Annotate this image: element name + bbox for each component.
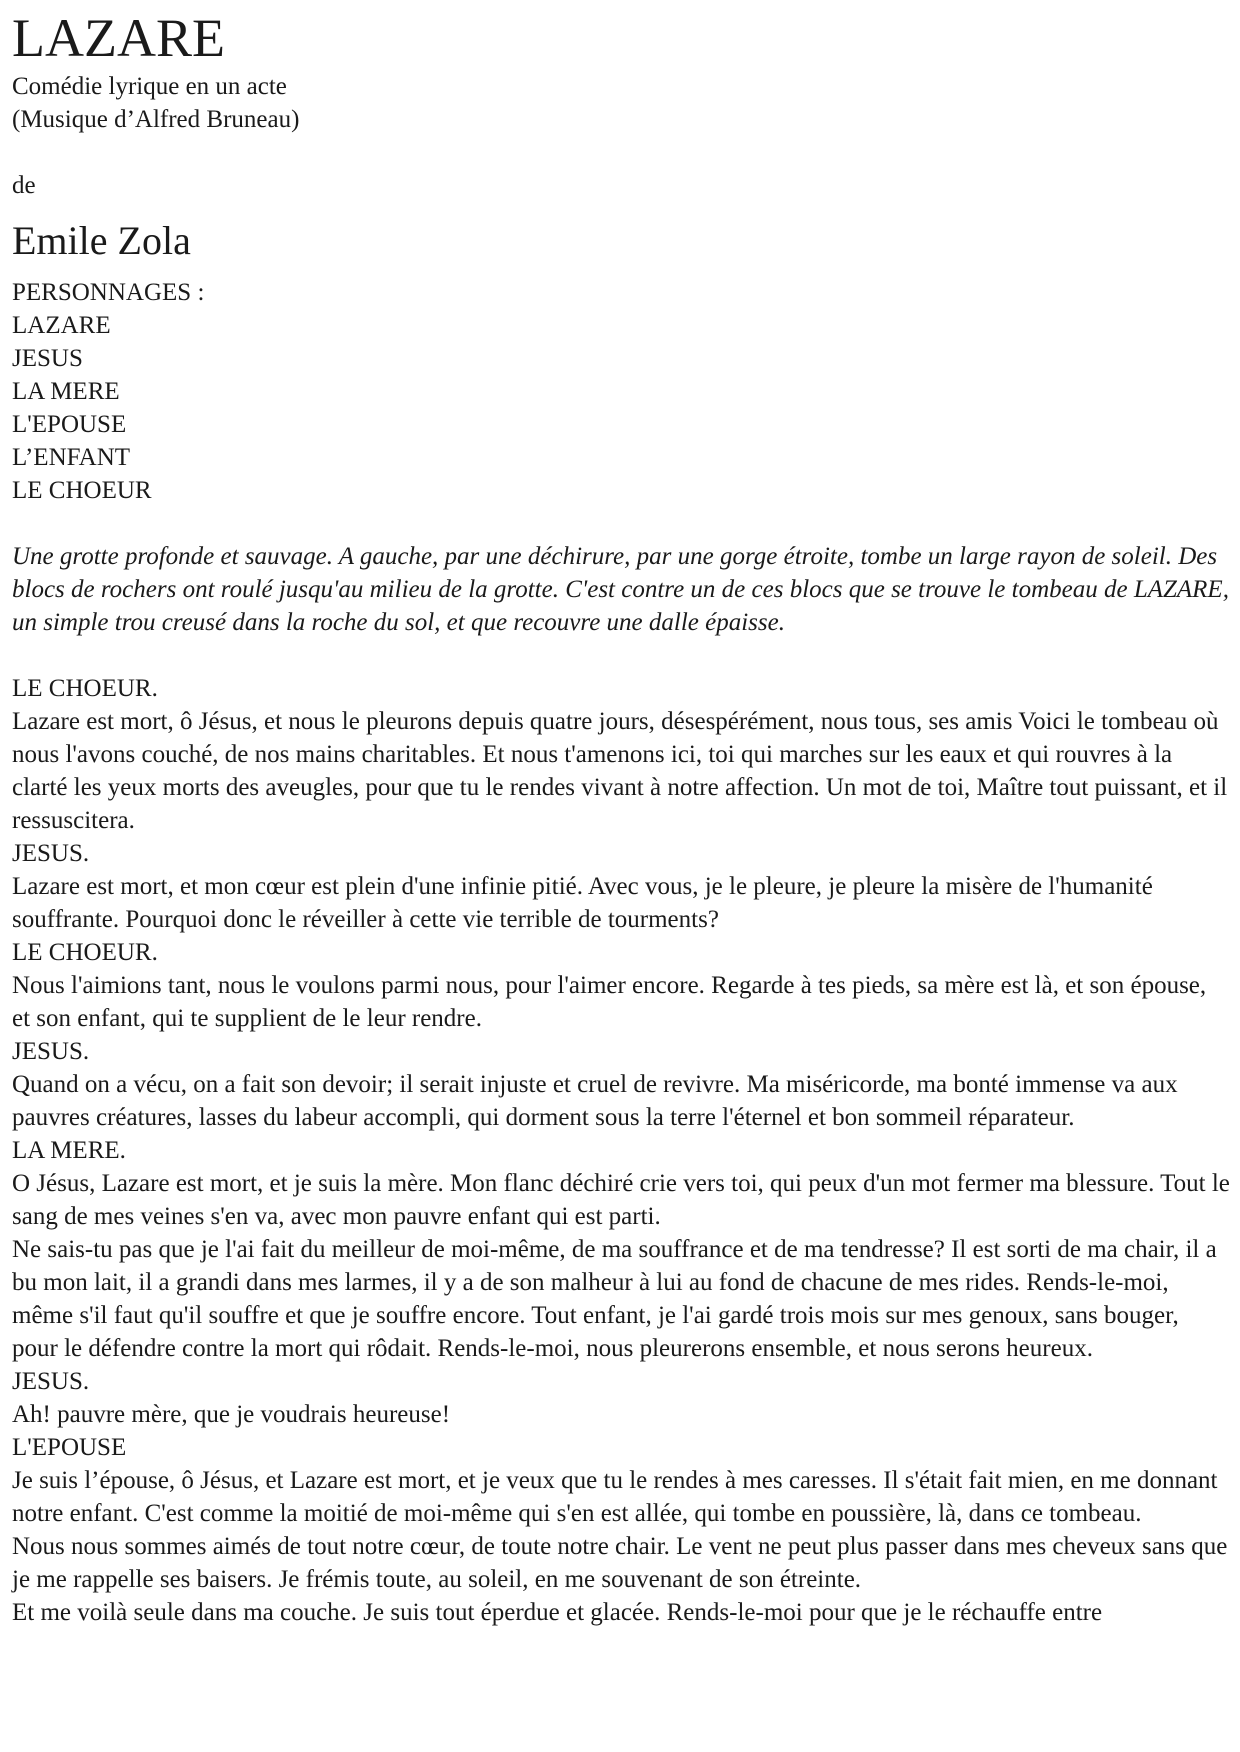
play-title: LAZARE: [12, 8, 225, 68]
speech: Lazare est mort, ô Jésus, et nous le pleurons depuis quatre jours, désespérément, nous tous, ses amis Voici le tombeau où nous l'avons couché, de nos mains charitables. Et nous t'amenons ici, toi qui marches sur les eaux et qui rouvres à la clarté les yeux morts des aveugles, pour que tu le rendes vivant à notre affection. Un mot de toi, Maître tout puissant, et il ressuscitera.: [12, 708, 1228, 834]
speech: Quand on a vécu, on a fait son devoir; il serait injuste et cruel de revivre. Ma miséricorde, ma bonté immense va aux pauvres créatures, lasses du labeur accompli, qui dorment sous la terre l'éternel et bon sommeil réparateur.: [12, 1071, 1178, 1131]
author-name: Emile Zola: [12, 218, 191, 263]
character-epouse: L'EPOUSE: [12, 411, 127, 438]
character-mere: LA MERE: [12, 378, 120, 405]
stage-direction: Une grotte profonde et sauvage. A gauche, par une déchirure, par une gorge étroite, tombe un large rayon de soleil. Des blocs de rochers ont roulé jusqu'au milieu de la grotte. C'est contre un de ces blocs que se trouve le tombeau de LAZARE, un simple trou creusé dans la roche du sol, et que recouvre une dalle épaisse.: [12, 543, 1229, 636]
play-subtitle: Comédie lyrique en un acte: [12, 73, 287, 100]
speech: Nous nous sommes aimés de tout notre cœur, de toute notre chair. Le vent ne peut plus passer dans mes cheveux sans que je me rappelle ses baisers. Je frémis toute, au soleil, en me souvenant de son étreinte.: [12, 1533, 1228, 1593]
character-enfant: L’ENFANT: [12, 444, 131, 471]
music-credit: (Musique d’Alfred Bruneau): [12, 106, 300, 133]
speaker-name: JESUS.: [12, 1368, 90, 1395]
speaker-name: L'EPOUSE: [12, 1434, 127, 1461]
character-choeur: LE CHOEUR: [12, 477, 152, 504]
speaker-name: JESUS.: [12, 840, 90, 867]
speaker-name: JESUS.: [12, 1038, 90, 1065]
speaker-name: LE CHOEUR.: [12, 939, 158, 966]
speaker-name: LA MERE.: [12, 1137, 126, 1164]
spacer: [12, 507, 1230, 540]
speech: O Jésus, Lazare est mort, et je suis la mère. Mon flanc déchiré crie vers toi, qui peux d'un mot fermer ma blessure. Tout le sang de mes veines s'en va, avec mon pauvre enfant qui est parti.: [12, 1170, 1230, 1230]
speech: Je suis l’épouse, ô Jésus, et Lazare est mort, et je veux que tu le rendes à mes caresses. Il s'était fait mien, en me donnant notre enfant. C'est comme la moitié de moi-même qui s'en est allée, qui tombe en poussière, là, dans ce tombeau.: [12, 1467, 1218, 1527]
speech: Ne sais-tu pas que je l'ai fait du meilleur de moi-même, de ma souffrance et de ma tendresse? Il est sorti de ma chair, il a bu mon lait, il a grandi dans mes larmes, il y a de son malheur à lui au fond de chacune de mes rides. Rends-le-moi, même s'il faut qu'il souffre et que je souffre encore. Tout enfant, je l'ai gardé trois mois sur mes genoux, sans bouger, pour le défendre contre la mort qui rôdait. Rends-le-moi, nous pleurerons ensemble, et nous serons heureux.: [12, 1236, 1217, 1362]
character-lazare: LAZARE: [12, 312, 111, 339]
speech: Nous l'aimions tant, nous le voulons parmi nous, pour l'aimer encore. Regarde à tes pieds, sa mère est là, et son épouse, et son enfant, qui te supplient de le leur rendre.: [12, 972, 1207, 1032]
spacer: [12, 136, 1230, 169]
speaker-name: LE CHOEUR.: [12, 675, 158, 702]
speech: Ah! pauvre mère, que je voudrais heureuse!: [12, 1401, 451, 1428]
characters-heading: PERSONNAGES :: [12, 279, 205, 306]
by-label: de: [12, 172, 36, 199]
character-jesus: JESUS: [12, 345, 83, 372]
speech: Et me voilà seule dans ma couche. Je suis tout éperdue et glacée. Rends-le-moi pour que je le réchauffe entre: [12, 1599, 1103, 1626]
speech: Lazare est mort, et mon cœur est plein d'une infinie pitié. Avec vous, je le pleure, je pleure la misère de l'humanité souffrante. Pourquoi donc le réveiller à cette vie terrible de tourments?: [12, 873, 1153, 933]
spacer: [12, 639, 1230, 672]
document-page: [12, 6, 1230, 1629]
